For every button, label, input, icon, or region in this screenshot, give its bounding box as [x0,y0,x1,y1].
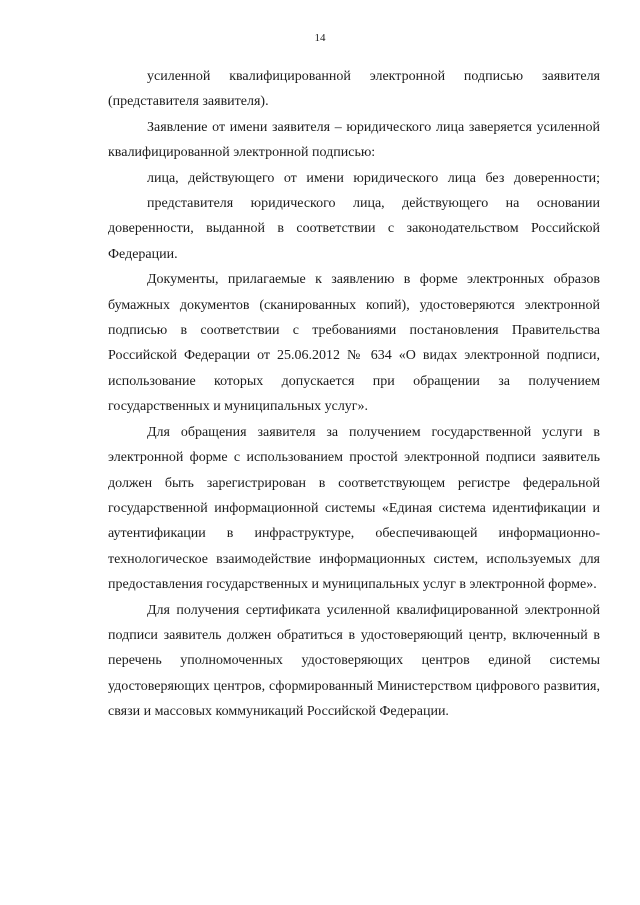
document-body [108,64,600,725]
paragraph-signature-applicant: усиленной квалифицированной электронной подписью заявителя (представителя заявителя). [108,69,600,110]
paragraph-person-without-power-of-attorney: лица, действующего от имени юридического лица без доверенности; [147,170,600,186]
paragraph-representative: представителя юридического лица, действующего на основании доверенности, выданной в соответствии с законодательством Российской Федерации. [108,196,600,262]
paragraph-attached-documents: Документы, прилагаемые к заявлению в форме электронных образов бумажных документов (сканированных копий), удостоверяются электронной подписью в соответствии с требованиями постановления Правительства Российской Федерации от 25.06.2012 № 634 «О видах электронной подписи, использование которых допускается при обращении за получением государственных и муниципальных услуг». [108,272,600,415]
paragraph-legal-entity-signature: Заявление от имени заявителя – юридического лица заверяется усиленной квалифицированной электронной подписью: [108,119,600,161]
page-number: 14 [314,32,326,44]
paragraph-certificate-center: Для получения сертификата усиленной квалифицированной электронной подписи заявитель должен обратиться в удостоверяющий центр, включенный в перечень уполномоченных удостоверяющих центров единой системы удостоверяющих центров, сформированный Министерством цифрового развития, связи и массовых коммуникаций Российской Федерации. [108,602,600,720]
paragraph-simple-signature-registration: Для обращения заявителя за получением государственной услуги в электронной форме с использованием простой электронной подписи заявитель должен быть зарегистрирован в соответствующем регистре федеральной государственной информационной системы «Единая система идентификации и аутентификации в инфраструктуре, обеспечивающей информационно-технологическое взаимодействие информационных систем, используемых для предоставления государственных и муниципальных услуг в электронной форме». [108,424,600,593]
